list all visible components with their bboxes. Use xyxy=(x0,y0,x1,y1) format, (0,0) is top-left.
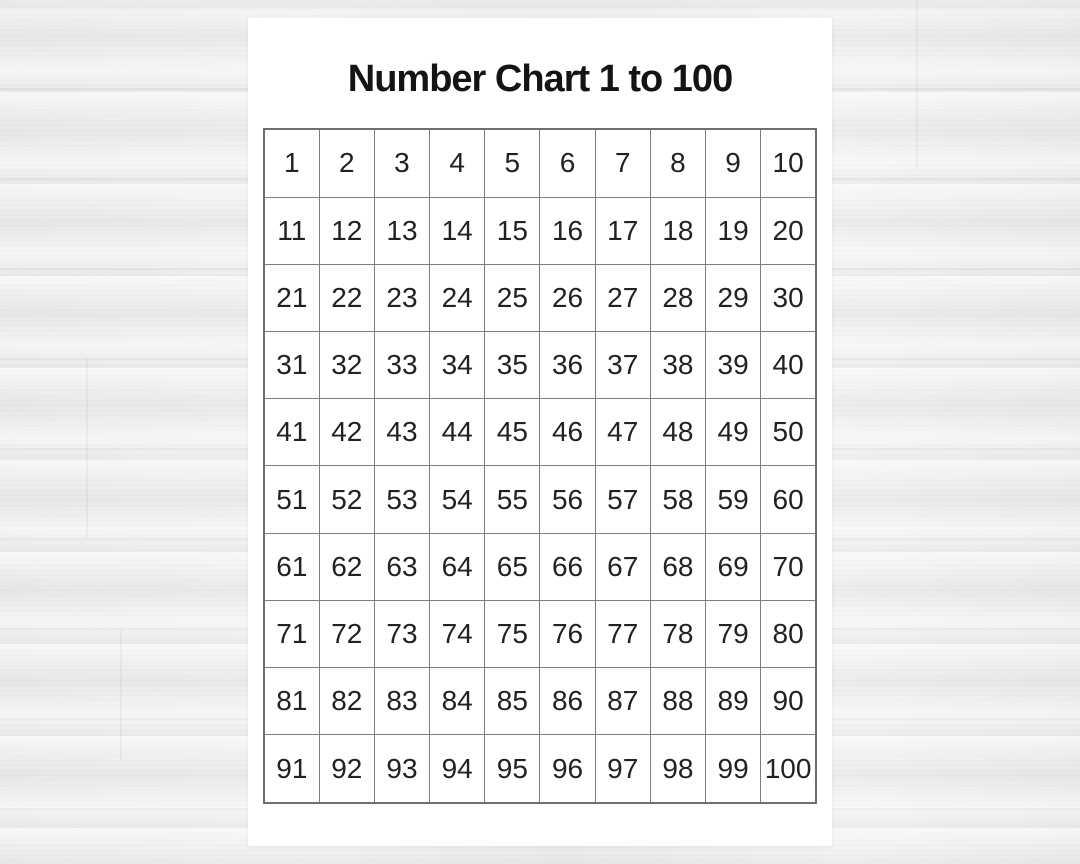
number-cell: 29 xyxy=(706,264,761,331)
number-cell: 90 xyxy=(761,668,816,735)
number-cell: 46 xyxy=(540,399,595,466)
number-cell: 100 xyxy=(761,735,816,803)
number-cell: 20 xyxy=(761,197,816,264)
grid-row xyxy=(264,197,816,264)
number-cell: 58 xyxy=(650,466,705,533)
worksheet-paper xyxy=(248,18,832,846)
number-cell: 81 xyxy=(264,668,319,735)
number-cell: 7 xyxy=(595,129,650,197)
number-cell: 47 xyxy=(595,399,650,466)
number-grid xyxy=(263,128,817,804)
number-cell: 63 xyxy=(374,533,429,600)
number-cell: 71 xyxy=(264,600,319,667)
number-cell: 14 xyxy=(430,197,485,264)
grid-row xyxy=(264,129,816,197)
number-cell: 52 xyxy=(319,466,374,533)
number-cell: 89 xyxy=(706,668,761,735)
number-cell: 67 xyxy=(595,533,650,600)
number-cell: 91 xyxy=(264,735,319,803)
number-cell: 62 xyxy=(319,533,374,600)
number-cell: 44 xyxy=(430,399,485,466)
number-cell: 5 xyxy=(485,129,540,197)
number-cell: 40 xyxy=(761,332,816,399)
number-cell: 78 xyxy=(650,600,705,667)
number-cell: 87 xyxy=(595,668,650,735)
number-cell: 23 xyxy=(374,264,429,331)
number-cell: 68 xyxy=(650,533,705,600)
number-cell: 86 xyxy=(540,668,595,735)
number-cell: 66 xyxy=(540,533,595,600)
number-cell: 39 xyxy=(706,332,761,399)
number-cell: 72 xyxy=(319,600,374,667)
number-cell: 10 xyxy=(761,129,816,197)
number-cell: 93 xyxy=(374,735,429,803)
grid-row xyxy=(264,668,816,735)
number-cell: 95 xyxy=(485,735,540,803)
number-cell: 73 xyxy=(374,600,429,667)
number-cell: 56 xyxy=(540,466,595,533)
number-cell: 21 xyxy=(264,264,319,331)
number-cell: 98 xyxy=(650,735,705,803)
number-cell: 76 xyxy=(540,600,595,667)
number-cell: 1 xyxy=(264,129,319,197)
grid-row xyxy=(264,735,816,803)
number-cell: 13 xyxy=(374,197,429,264)
number-cell: 38 xyxy=(650,332,705,399)
number-cell: 9 xyxy=(706,129,761,197)
number-cell: 48 xyxy=(650,399,705,466)
number-cell: 65 xyxy=(485,533,540,600)
number-cell: 61 xyxy=(264,533,319,600)
number-cell: 94 xyxy=(430,735,485,803)
number-cell: 49 xyxy=(706,399,761,466)
number-cell: 30 xyxy=(761,264,816,331)
grid-row xyxy=(264,466,816,533)
number-cell: 15 xyxy=(485,197,540,264)
number-cell: 57 xyxy=(595,466,650,533)
page-title: Number Chart 1 to 100 xyxy=(347,58,733,100)
grid-row xyxy=(264,332,816,399)
grid-row xyxy=(264,600,816,667)
number-cell: 4 xyxy=(430,129,485,197)
number-cell: 64 xyxy=(430,533,485,600)
number-cell: 69 xyxy=(706,533,761,600)
number-cell: 50 xyxy=(761,399,816,466)
number-cell: 80 xyxy=(761,600,816,667)
number-cell: 35 xyxy=(485,332,540,399)
number-cell: 3 xyxy=(374,129,429,197)
number-cell: 85 xyxy=(485,668,540,735)
number-cell: 54 xyxy=(430,466,485,533)
number-cell: 16 xyxy=(540,197,595,264)
number-cell: 28 xyxy=(650,264,705,331)
number-cell: 82 xyxy=(319,668,374,735)
grid-row xyxy=(264,399,816,466)
number-cell: 75 xyxy=(485,600,540,667)
number-cell: 6 xyxy=(540,129,595,197)
number-cell: 17 xyxy=(595,197,650,264)
grid-row xyxy=(264,533,816,600)
number-cell: 83 xyxy=(374,668,429,735)
number-cell: 8 xyxy=(650,129,705,197)
number-cell: 59 xyxy=(706,466,761,533)
number-cell: 34 xyxy=(430,332,485,399)
number-cell: 41 xyxy=(264,399,319,466)
number-cell: 12 xyxy=(319,197,374,264)
number-cell: 84 xyxy=(430,668,485,735)
number-cell: 99 xyxy=(706,735,761,803)
plank-seam xyxy=(86,358,88,538)
number-cell: 43 xyxy=(374,399,429,466)
plank-seam xyxy=(916,0,918,170)
number-grid-body xyxy=(264,129,816,803)
number-cell: 79 xyxy=(706,600,761,667)
number-cell: 77 xyxy=(595,600,650,667)
number-cell: 60 xyxy=(761,466,816,533)
number-cell: 96 xyxy=(540,735,595,803)
number-cell: 32 xyxy=(319,332,374,399)
number-cell: 2 xyxy=(319,129,374,197)
number-cell: 27 xyxy=(595,264,650,331)
number-cell: 24 xyxy=(430,264,485,331)
number-cell: 70 xyxy=(761,533,816,600)
number-cell: 25 xyxy=(485,264,540,331)
number-cell: 11 xyxy=(264,197,319,264)
number-cell: 55 xyxy=(485,466,540,533)
number-cell: 51 xyxy=(264,466,319,533)
number-cell: 88 xyxy=(650,668,705,735)
number-cell: 42 xyxy=(319,399,374,466)
number-cell: 22 xyxy=(319,264,374,331)
number-cell: 45 xyxy=(485,399,540,466)
number-cell: 53 xyxy=(374,466,429,533)
number-cell: 31 xyxy=(264,332,319,399)
plank-seam xyxy=(120,630,122,760)
grid-row xyxy=(264,264,816,331)
number-cell: 26 xyxy=(540,264,595,331)
number-cell: 37 xyxy=(595,332,650,399)
number-cell: 19 xyxy=(706,197,761,264)
number-cell: 74 xyxy=(430,600,485,667)
number-cell: 33 xyxy=(374,332,429,399)
number-cell: 18 xyxy=(650,197,705,264)
number-cell: 36 xyxy=(540,332,595,399)
number-cell: 92 xyxy=(319,735,374,803)
number-cell: 97 xyxy=(595,735,650,803)
